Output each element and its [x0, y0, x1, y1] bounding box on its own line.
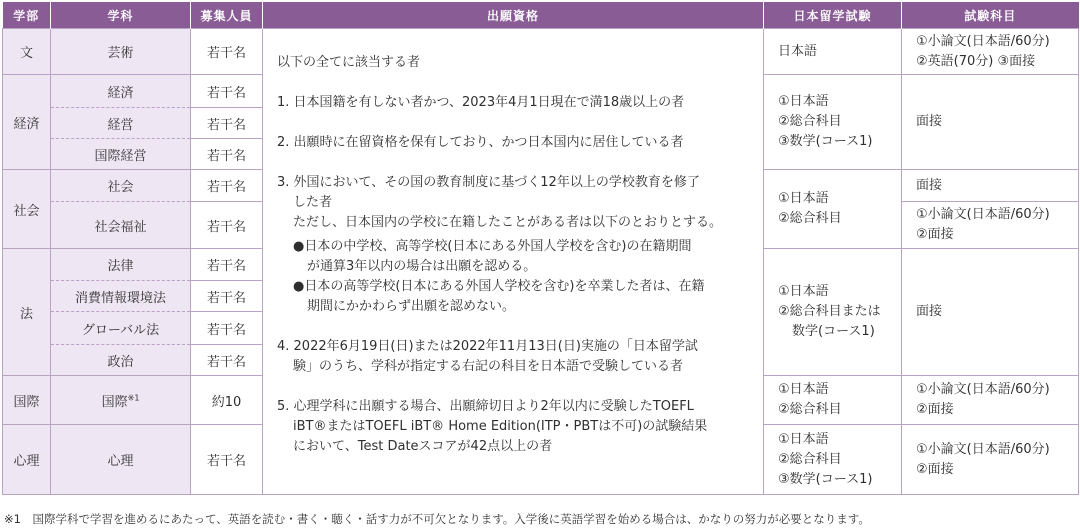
major-kokusai-keiei: 国際経営: [51, 139, 191, 170]
eligibility-cell: [263, 29, 764, 495]
eju-hou-line2: ②総合科目または: [778, 304, 881, 319]
eju-kokusai: [764, 376, 902, 425]
eju-hou-line3: 数学(コース1): [792, 324, 875, 339]
subjects-hou-line: 面接: [916, 304, 943, 319]
eligibility-item-4-line2: 験」のうち、学科が指定する右記の科目を日本語で受験している者: [293, 359, 684, 374]
eligibility-item-5-line1: 5. 心理学科に出願する場合、出願締切日より2年以内に受験したTOEFL: [277, 399, 694, 414]
subjects-shakai-fukushi: [902, 202, 1079, 249]
count-global: 若干名: [191, 312, 263, 345]
eligibility-item-3-line1: 3. 外国において、その国の教育制度に基づく12年以上の学校教育を修了: [277, 175, 700, 190]
header-major: 学科: [51, 2, 191, 29]
count-geijutsu: 若干名: [191, 29, 263, 75]
subjects-bun: [902, 29, 1079, 75]
subjects-bun-line1: ①小論文(日本語/60分): [916, 33, 1050, 49]
eju-shinri: [764, 425, 902, 495]
eligibility-bullet-1-line2: が通算3年以内の場合は出願を認める。: [307, 259, 537, 274]
subjects-shakai-fukushi-line2: ②面接: [916, 227, 954, 242]
major-seiji: 政治: [51, 345, 191, 376]
subjects-kokusai: [902, 376, 1079, 425]
eligibility-bullet-1-line1: ●日本の中学校、高等学校(日本にある外国人学校を含む)の在籍期間: [293, 239, 692, 254]
major-keiei: 経営: [51, 108, 191, 139]
subjects-hou: [902, 249, 1079, 376]
major-shakai: 社会: [51, 170, 191, 202]
count-shouhi: 若干名: [191, 281, 263, 312]
footnote: ※1 国際学科で学習を進めるにあたって、英語を読む・書く・聴く・話す力が不可欠となります。入学後に英語学習を始める場合は、かなりの努力が必要となります。: [4, 512, 870, 526]
header-eju: 日本留学試験: [764, 2, 902, 29]
eligibility-item-3-line3: ただし、日本国内の学校に在籍したことがある者は以下のとおりとする。: [293, 215, 723, 230]
eligibility-item-4-line1: 4. 2022年6月19日(日)または2022年11月13日(日)実施の「日本留学試: [277, 339, 698, 354]
eju-kokusai-line2: ②総合科目: [778, 402, 842, 417]
count-shakai-fukushi: 若干名: [191, 202, 263, 249]
eligibility-item-3-line2: した者: [293, 195, 333, 210]
subjects-kokusai-line2: ②面接: [916, 402, 954, 417]
header-row: [3, 2, 1079, 29]
eju-hou: [764, 249, 902, 376]
eju-shinri-line3: ③数学(コース1): [778, 471, 873, 487]
header-faculty: 学部: [3, 2, 51, 29]
subjects-shakai-shakai-line: 面接: [916, 177, 943, 193]
admission-table: [2, 2, 1079, 495]
subjects-keizai-line: 面接: [916, 114, 943, 129]
dept-shakai: 社会: [3, 170, 51, 249]
eligibility-bullet-2-line1: ●日本の高等学校(日本にある外国人学校を含む)を卒業した者は、在籍: [293, 279, 705, 294]
subjects-shinri-line2: ②面接: [916, 461, 954, 477]
major-houritsu: 法律: [51, 249, 191, 281]
count-seiji: 若干名: [191, 345, 263, 376]
subjects-shakai-fukushi-line1: ①小論文(日本語/60分): [916, 207, 1050, 222]
eligibility-item-2: 2. 出願時に在留資格を保有しており、かつ日本国内に居住している者: [277, 135, 684, 150]
eligibility-item-1: 1. 日本国籍を有しない者かつ、2023年4月1日現在で満18歳以上の者: [277, 95, 685, 110]
dept-kokusai: 国際: [3, 376, 51, 425]
footnote-mark: ※1: [127, 393, 140, 403]
header-subjects: 試験科目: [902, 2, 1079, 29]
eju-keizai-line3: ③数学(コース1): [778, 134, 873, 149]
major-global: グローバル法: [51, 312, 191, 345]
major-keizai: 経済: [51, 75, 191, 108]
count-kokusai-keiei: 若干名: [191, 139, 263, 170]
eju-keizai-line2: ②総合科目: [778, 114, 842, 129]
count-houritsu: 若干名: [191, 249, 263, 281]
dept-hou: 法: [3, 249, 51, 376]
dept-bun: 文: [3, 29, 51, 75]
major-shakai-fukushi: 社会福祉: [51, 202, 191, 249]
admission-table-wrapper: [2, 2, 1078, 495]
count-keizai: 若干名: [191, 75, 263, 108]
subjects-keizai: [902, 75, 1079, 170]
eligibility-intro: 以下の全てに該当する者: [277, 55, 421, 70]
count-shakai: 若干名: [191, 170, 263, 202]
subjects-shakai-shakai: [902, 170, 1079, 202]
eju-shinri-line2: ②総合科目: [778, 451, 842, 467]
eju-shakai-line1: ①日本語: [778, 191, 829, 206]
eju-shinri-line1: ①日本語: [778, 431, 829, 447]
eju-shakai-line2: ②総合科目: [778, 211, 842, 226]
subjects-bun-line2: ②英語(70分) ③面接: [916, 53, 1036, 69]
eju-hou-line1: ①日本語: [778, 284, 829, 299]
eju-kokusai-line1: ①日本語: [778, 382, 829, 397]
dept-keizai: 経済: [3, 75, 51, 170]
eju-keizai-line1: ①日本語: [778, 94, 829, 109]
header-capacity: 募集人員: [191, 2, 263, 29]
row-geijutsu: [3, 29, 1079, 75]
count-keiei: 若干名: [191, 108, 263, 139]
subjects-shinri-line1: ①小論文(日本語/60分): [916, 441, 1050, 457]
eligibility-bullet-2-line2: 期間にかかわらず出願を認めない。: [307, 299, 516, 314]
eligibility-item-5-line2: iBT®またはTOEFL iBT® Home Edition(ITP・PBTは不可)の試験結果: [293, 419, 708, 434]
major-geijutsu: 芸術: [51, 29, 191, 75]
major-kokusai: [51, 376, 191, 425]
subjects-kokusai-line1: ①小論文(日本語/60分): [916, 382, 1050, 397]
eju-bun: [764, 29, 902, 75]
major-kokusai-label: 国際: [101, 394, 128, 410]
header-eligibility: 出願資格: [263, 2, 764, 29]
eju-bun-line: 日本語: [778, 43, 818, 59]
dept-shinri: 心理: [3, 425, 51, 495]
count-kokusai: 約10: [191, 376, 263, 425]
eligibility-item-5-line3: において、Test Dateスコアが42点以上の者: [293, 439, 553, 454]
subjects-shinri: [902, 425, 1079, 495]
count-shinri: 若干名: [191, 425, 263, 495]
eju-keizai: [764, 75, 902, 170]
eju-shakai: [764, 170, 902, 249]
major-shouhi: 消費情報環境法: [51, 281, 191, 312]
major-shinri: 心理: [51, 425, 191, 495]
